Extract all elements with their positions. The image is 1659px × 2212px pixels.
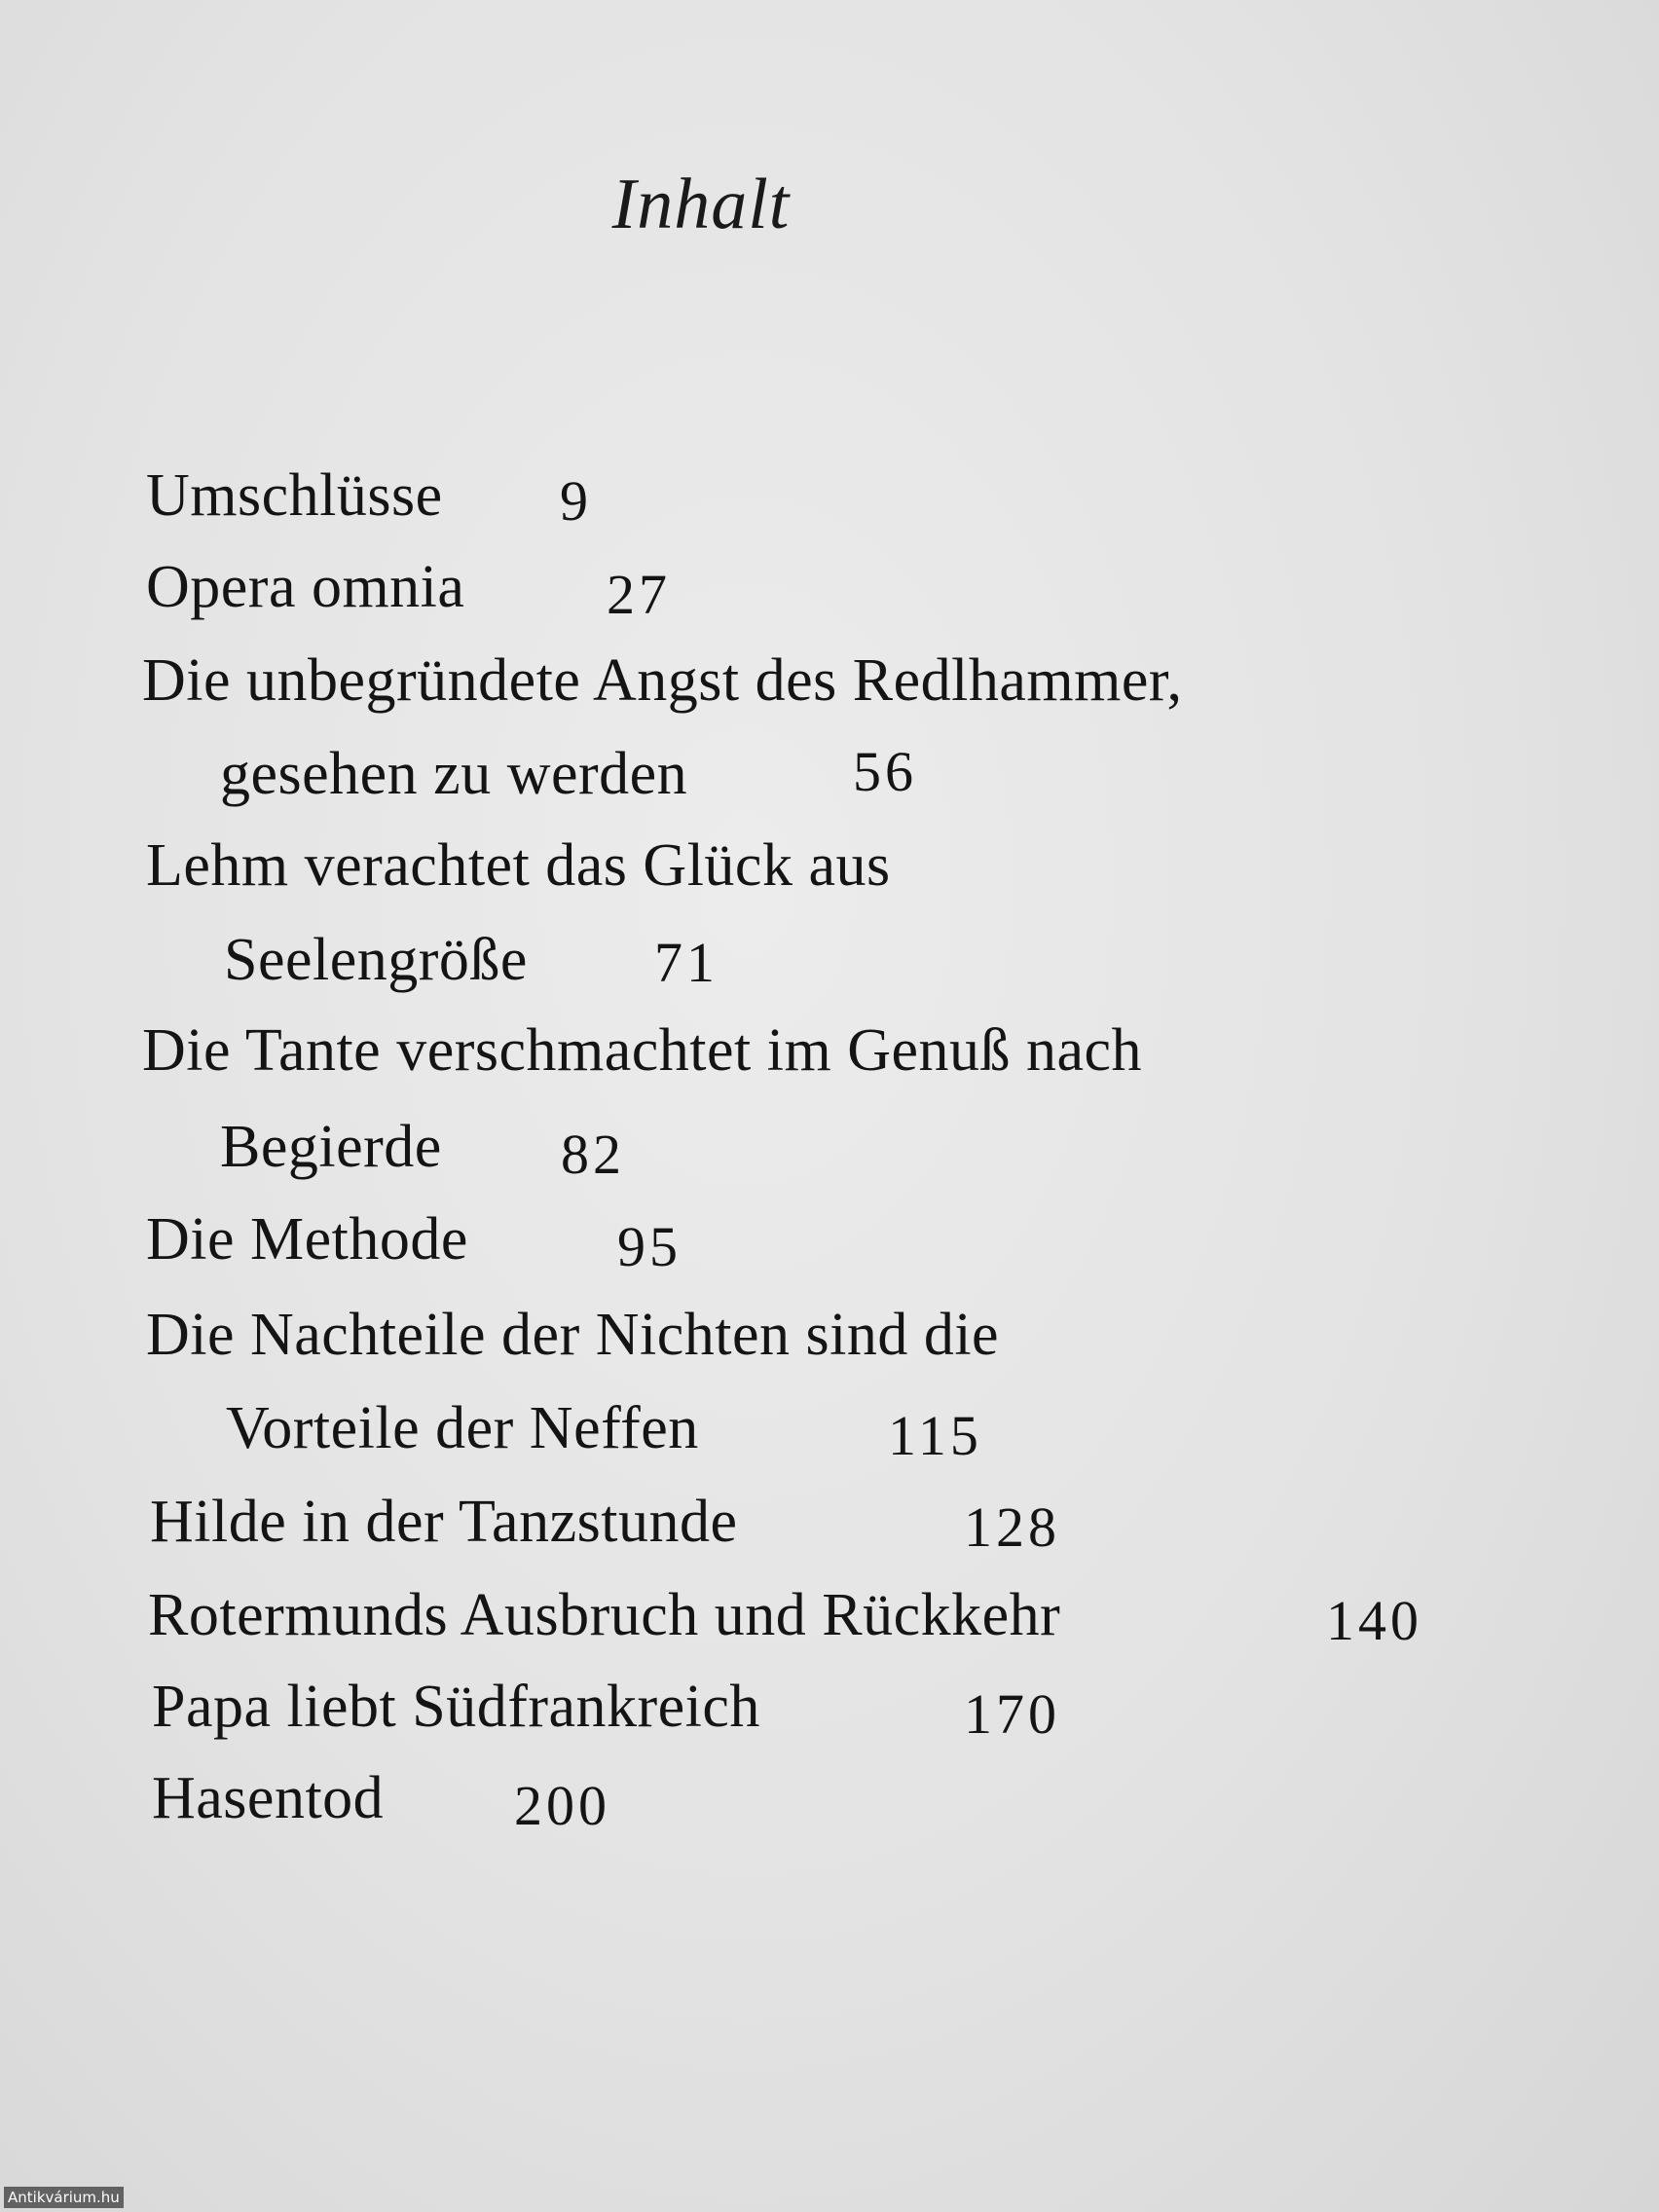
toc-entry-continuation: gesehen zu werden [220,741,688,807]
toc-entry-page: 9 [560,469,592,533]
toc-entry-page: 71 [654,931,719,994]
toc-entry-title: Die unbegründete Angst des Redlhammer, [142,647,1183,714]
toc-entry-page: 140 [1326,1589,1422,1652]
toc-entry-title: Die Methode [146,1206,468,1272]
toc-entry-page: 27 [607,563,671,626]
toc-entry-page: 82 [561,1123,625,1186]
page-title: Inhalt [611,165,791,244]
toc-entry-page: 170 [964,1682,1060,1746]
toc-entry-continuation: Begierde [220,1114,442,1180]
toc-entry-continuation: Vorteile der Neffen [226,1395,699,1461]
toc-entry-title: Hasentod [152,1765,385,1831]
toc-entry-title: Die Tante verschmachtet im Genuß nach [142,1017,1143,1084]
watermark: Antikvárium.hu [4,2187,124,2208]
toc-entry-title: Opera omnia [146,554,465,620]
toc-entry-page: 200 [514,1774,610,1837]
toc-entry-title: Hilde in der Tanzstunde [150,1489,738,1555]
toc-entry-title: Umschlüsse [146,462,443,529]
toc-entry-continuation: Seelengröße [224,927,528,993]
toc-entry-page: 56 [853,740,917,803]
toc-entry-title: Lehm verachtet das Glück aus [146,832,891,899]
toc-entry-title: Rotermunds Ausbruch und Rückkehr [148,1582,1061,1648]
toc-entry-page: 128 [964,1495,1060,1559]
toc-entry-title: Papa liebt Südfrankreich [152,1674,760,1740]
toc-entry-page: 95 [617,1215,682,1278]
toc-entry-title: Die Nachteile der Nichten sind die [146,1302,1000,1368]
toc-entry-page: 115 [888,1404,982,1467]
